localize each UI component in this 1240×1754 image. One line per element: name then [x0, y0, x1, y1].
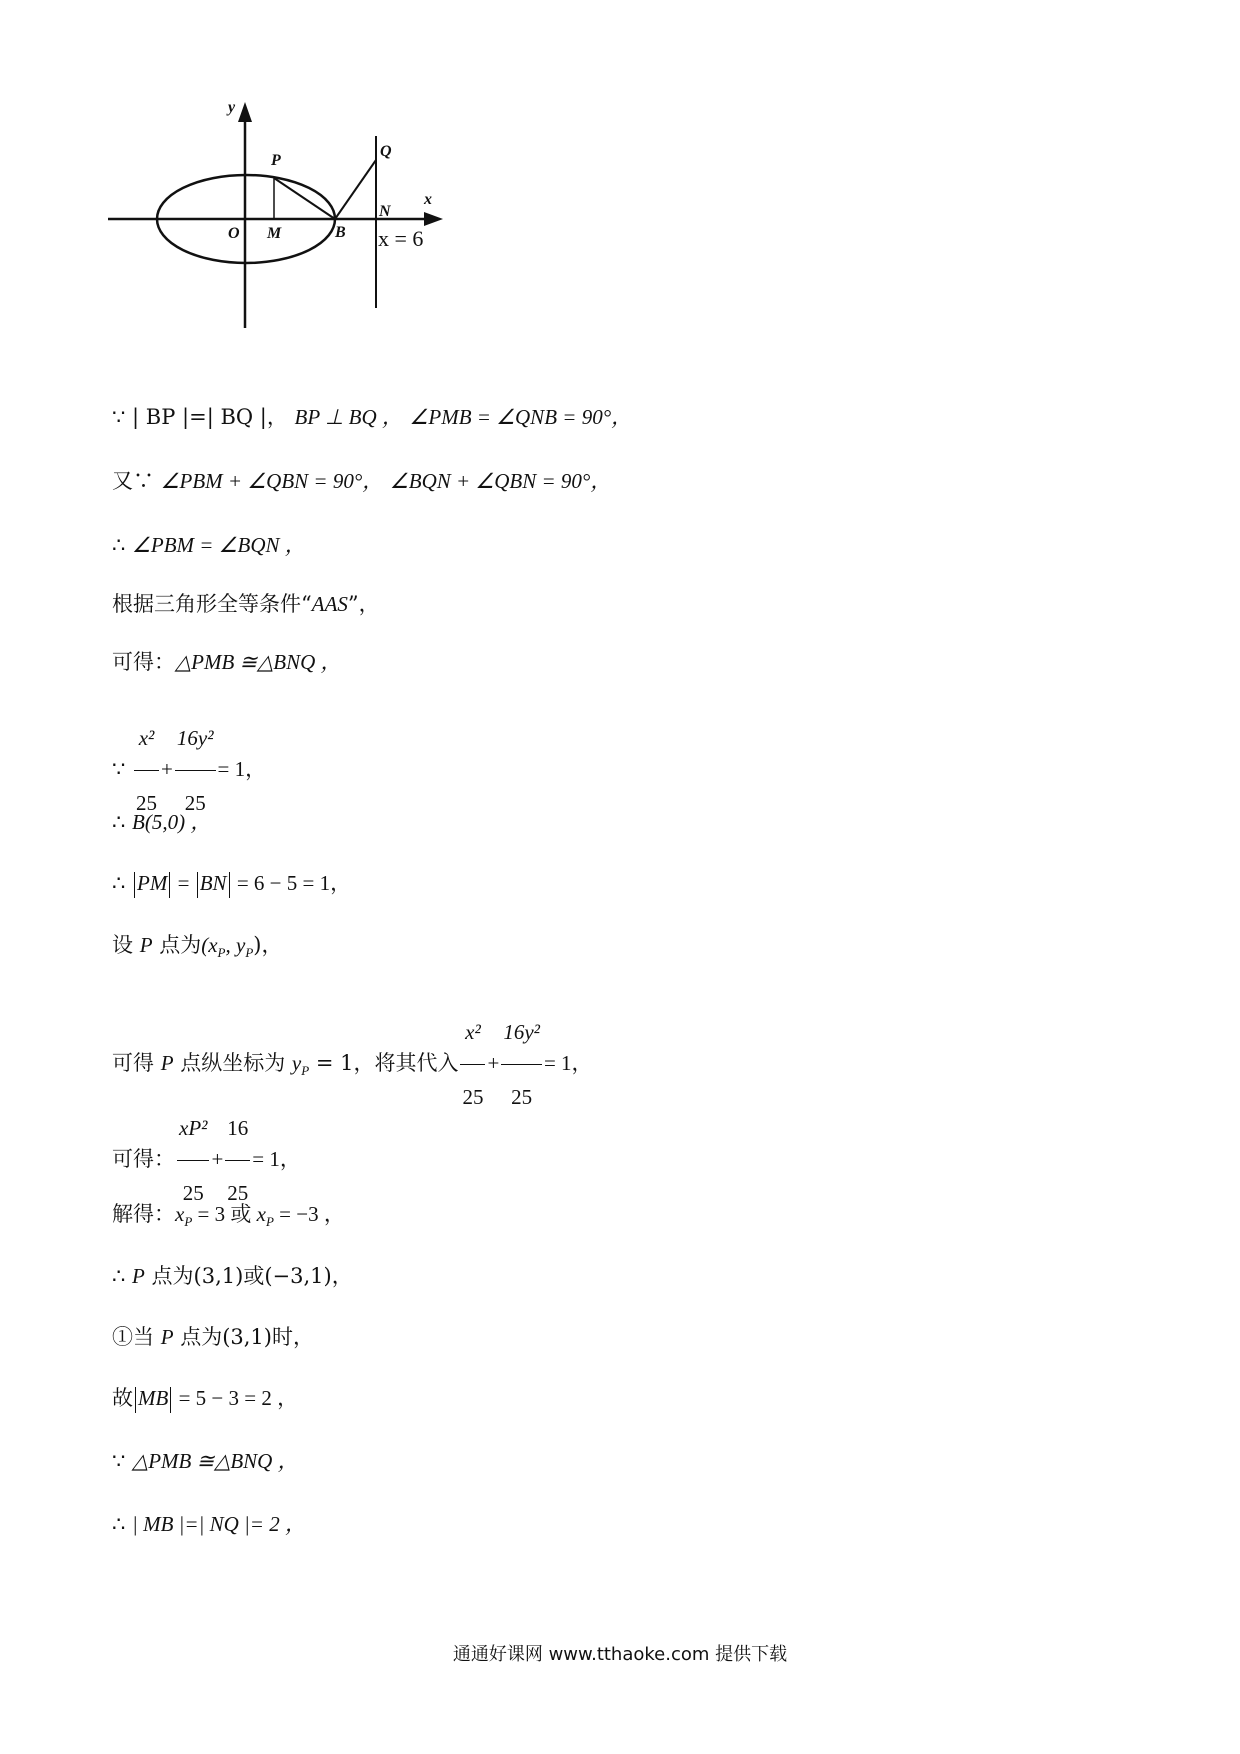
label-x: x — [424, 191, 432, 208]
proof-line-9: 设 P 点为($x_P$, $y_P$)， — [112, 933, 283, 961]
proof-line-15: 故 MB = 5 − 3 = 2 ， — [112, 1384, 298, 1413]
label-y: y — [228, 99, 236, 116]
proof-line-17: ∴ | MB |=| NQ |= 2 ， — [112, 1512, 306, 1536]
page-footer: 通通好课网 www.tthaoke.com 提供下载 — [452, 1644, 788, 1665]
proof-line-8: ∴ PM = BN = 6 − 5 = 1， — [112, 869, 351, 898]
proof-line-7: ∴ B(5,0) ， — [112, 810, 212, 834]
abs-bar — [135, 1387, 136, 1413]
line-equation: x = 6 — [378, 226, 424, 251]
fraction: $\frac{\text{16y²}}{25}$ — [501, 1002, 542, 1127]
label-m: M — [267, 225, 282, 242]
fraction: $\frac{16}{25}$ — [225, 1098, 250, 1223]
label-o: O — [228, 225, 240, 242]
abs-bar — [170, 1387, 171, 1413]
abs-bar — [229, 872, 230, 898]
proof-line-2: 又∵ ∠PBM + ∠QBN = 90°， ∠BQN + ∠QBN = 90°， — [112, 469, 612, 493]
proof-line-14: ①当 P 点为(3,1)时， — [112, 1325, 314, 1349]
abs-bar — [134, 872, 135, 898]
proof-line-5: 可得：△PMB ≅△BNQ ， — [112, 650, 342, 674]
proof-line-16: ∵ △PMB ≅△BNQ ， — [112, 1449, 299, 1473]
label-n: N — [379, 203, 391, 220]
fraction: $\frac{\text{x²}}{25}$ — [134, 708, 159, 833]
fraction: $\frac{\text{x²}}{25}$ — [460, 1002, 485, 1127]
proof-line-1: ∵ | BP |=| BQ |， BP ⊥ BQ ， ∠PMB = ∠QNB = 90°， — [112, 405, 633, 429]
label-p: P — [271, 152, 281, 169]
proof-line-12: 解得：$x_P = 3$ 或 $x_P = -3$ ， — [112, 1202, 345, 1230]
fraction: $\frac{\text{xP²}}{25}$ — [177, 1098, 209, 1223]
proof-line-6: ∵ $\frac{\text{x²}}{25}$ + $\frac{\text{16y²}}{25}$ = 1， — [112, 708, 266, 833]
proof-line-11: 可得： $\frac{\text{xP²}}{25}$ + $\frac{16}{25}$ = 1， — [112, 1098, 301, 1223]
label-b: B — [335, 224, 346, 241]
abs-bar — [169, 872, 170, 898]
abs-bar — [197, 872, 198, 898]
proof-line-13: ∴ P 点为(3,1)或(−3,1)， — [112, 1264, 353, 1288]
proof-line-4: 根据三角形全等条件“AAS”， — [112, 592, 380, 616]
label-q: Q — [380, 143, 392, 160]
ellipse-diagram — [108, 98, 508, 378]
fraction: $\frac{\text{16y²}}{25}$ — [175, 708, 216, 833]
proof-line-3: ∴ ∠PBM = ∠BQN ， — [112, 533, 306, 557]
proof-line-10: 可得 P 点纵坐标为 $y_P = 1$，将其代入 $\frac{\text{x²}}{25}$ + $\frac{\text{16y²}}{25}$ = 1， — [112, 1002, 593, 1127]
